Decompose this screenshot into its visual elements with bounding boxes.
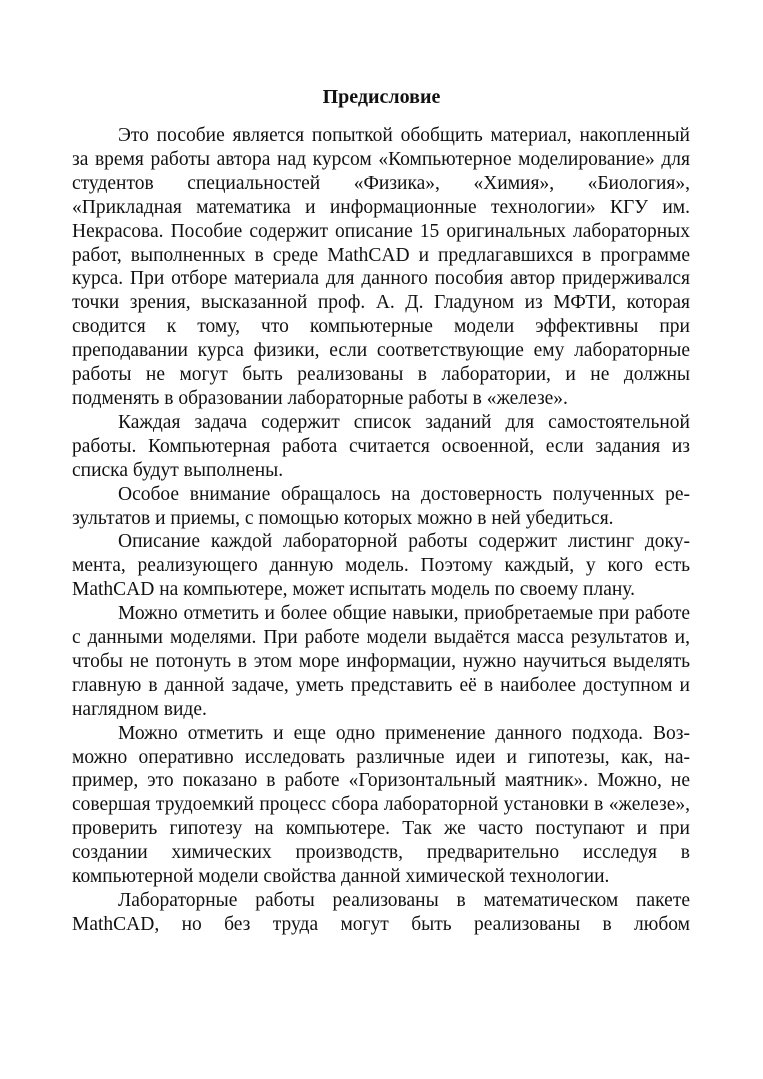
body-text [72, 124, 690, 937]
paragraph-application: Можно отметить и еще одно применение данного подхода. Возможно оперативно исследовать различные идеи и гипотезы, как, например, это показано в работе «Горизонтальный маятник». Можно, не совершая трудоемкий процесс сбора лабораторной установки в «железе», проверить гипотезу на компьютере. Так же часто поступают и при создании химических производств, предварительно исследуя в компьютерной модели свойства данной химической технологии. [72, 722, 690, 888]
paragraph-tasks: Каждая задача содержит список заданий для самостоятельной работы. Компьютерная работа считается освоенной, если задания из списка будут выполнены. [72, 411, 690, 481]
paragraph-mathcad: Лабораторные работы реализованы в математическом пакете MathCAD, но без труда могут быть реализованы в любом [72, 890, 690, 935]
paragraph-listing: Описание каждой лабораторной работы содержит листинг документа, реализующего данную модель. Поэтому каждый, у кого есть MathCAD на компьютере, может испытать модель по своему плану. [72, 531, 690, 601]
paragraph-skills: Можно отметить и более общие навыки, приобретаемые при работе с данными моделями. При работе модели выдаётся масса результатов и, чтобы не потонуть в этом море информации, нужно научиться выделять главную в данной задаче, уметь представить её в наиболее доступном и наглядном виде. [72, 603, 690, 720]
page-title: Предисловие [322, 86, 441, 108]
paragraph-reliability: Особое внимание обращалось на достоверность полученных результатов и приемы, с помощью которых можно в ней убедиться. [72, 483, 690, 529]
paragraph-intro: Это пособие является попыткой обобщить материал, накопленный за время работы автора над курсом «Компьютерное моделирование» для студентов специальностей «Физика», «Химия», «Биология», «Прикладная математика и информационные технологии» КГУ им. Некрасова. Пособие содержит описание 15 оригинальных лабораторных работ, выполненных в среде MathCAD и предлагавшихся в программе курса. При отборе материала для данного пособия автор придерживался точки зрения, высказанной проф. А. Д. Гладуном из МФТИ, которая сводится к тому, что компьютерные модели эффективны при преподавании курса физики, если соответствующие ему лабораторные работы не могут быть реализованы в лаборатории, и не должны подменять в образовании лабораторные работы в «железе». [72, 125, 690, 409]
